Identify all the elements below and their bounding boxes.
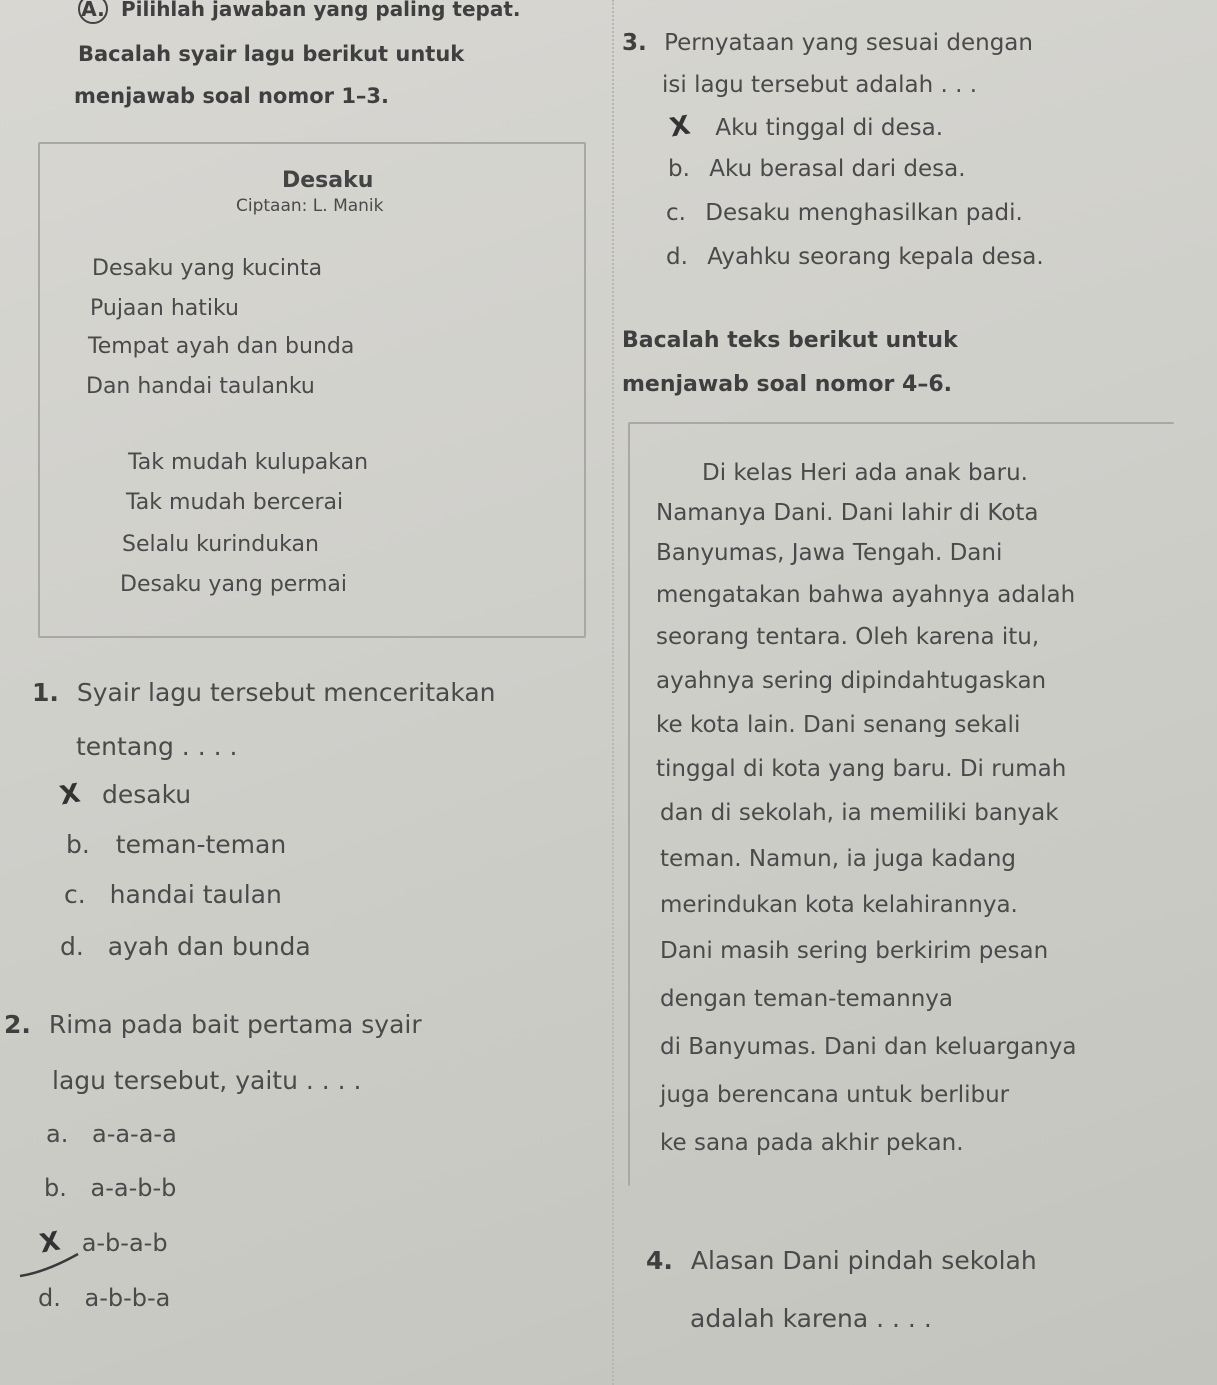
option-text: a-a-a-a [91, 1120, 177, 1148]
section-instruction: Pilihlah jawaban yang paling tepat. [120, 0, 521, 21]
passage-line: merindukan kota kelahirannya. [660, 892, 1018, 918]
q3-option-b [668, 156, 966, 182]
q4-stem [646, 1246, 1037, 1275]
q3-option-c [666, 200, 1023, 226]
option-letter: b. [44, 1174, 67, 1202]
option-letter: d. [666, 244, 688, 270]
q4-stem-line1: Alasan Dani pindah sekolah [690, 1246, 1037, 1275]
q3-stem [622, 30, 1033, 56]
passage-line: ayahnya sering dipindahtugaskan [656, 668, 1047, 694]
section-header [78, 0, 521, 24]
song-line: Tempat ayah dan bunda [88, 334, 355, 359]
q2-option-d [38, 1284, 170, 1312]
left-instruction-line2: menjawab soal nomor 1–3. [74, 84, 390, 108]
passage-line: Namanya Dani. Dani lahir di Kota [656, 500, 1039, 526]
option-text: teman-teman [115, 830, 287, 859]
q2-option-b [44, 1174, 176, 1202]
column-divider [612, 0, 614, 1385]
q1-option-c [64, 880, 282, 909]
option-text: Ayahku seorang kepala desa. [707, 244, 1044, 270]
option-letter: c. [64, 880, 86, 909]
passage-line: dengan teman-temannya [660, 986, 953, 1012]
option-text: a-b-a-b [81, 1229, 168, 1257]
option-text: a-a-b-b [90, 1174, 177, 1202]
q4-number: 4. [646, 1246, 673, 1275]
song-line: Selalu kurindukan [122, 532, 319, 557]
answer-cross-mark: X [667, 110, 693, 144]
song-line: Dan handai taulanku [86, 374, 315, 399]
option-text: Aku berasal dari desa. [709, 156, 966, 182]
answer-cross-mark: X [57, 778, 83, 812]
passage-line: ke sana pada akhir pekan. [660, 1130, 964, 1156]
option-text: handai taulan [109, 880, 282, 909]
option-text: desaku [102, 780, 192, 809]
option-letter: c. [666, 200, 686, 226]
passage-line: Banyumas, Jawa Tengah. Dani [656, 540, 1003, 566]
passage-line: Dani masih sering berkirim pesan [660, 938, 1049, 964]
option-text: Aku tinggal di desa. [715, 115, 944, 141]
q1-number: 1. [32, 678, 59, 707]
q3-stem-line2: isi lagu tersebut adalah . . . [662, 72, 978, 98]
song-title: Desaku [282, 168, 374, 193]
passage-line: dan di sekolah, ia memiliki banyak [660, 800, 1059, 826]
passage-line: di Banyumas. Dani dan keluarganya [660, 1034, 1077, 1060]
right-instruction-line1: Bacalah teks berikut untuk [622, 328, 958, 353]
q1-option-d [60, 932, 311, 961]
option-text: ayah dan bunda [107, 932, 311, 961]
q1-stem-line2: tentang . . . . [76, 732, 238, 761]
q3-number: 3. [622, 30, 647, 56]
left-instruction-line1: Bacalah syair lagu berikut untuk [78, 42, 465, 66]
q2-stem-line2: lagu tersebut, yaitu . . . . [52, 1066, 362, 1095]
right-instruction-line2: menjawab soal nomor 4–6. [622, 372, 953, 397]
q1-option-b [66, 830, 286, 859]
option-text: a-b-b-a [84, 1284, 171, 1312]
q1-stem [32, 678, 496, 707]
passage-line: ke kota lain. Dani senang sekali [656, 712, 1021, 738]
q3-option-d [666, 244, 1044, 270]
option-letter: b. [668, 156, 690, 182]
option-text: Desaku menghasilkan padi. [705, 200, 1023, 226]
q3-option-a [667, 110, 944, 144]
section-letter: A. [78, 0, 108, 24]
passage-line: teman. Namun, ia juga kadang [660, 846, 1016, 872]
song-line: Tak mudah kulupakan [128, 450, 369, 475]
q3-stem-line1: Pernyataan yang sesuai dengan [664, 30, 1033, 56]
passage-line: Di kelas Heri ada anak baru. [702, 460, 1028, 486]
passage-line: juga berencana untuk berlibur [660, 1082, 1010, 1108]
option-letter: d. [60, 932, 84, 961]
song-line: Desaku yang permai [120, 572, 348, 597]
q1-option-a [57, 778, 192, 812]
q2-number: 2. [4, 1010, 31, 1039]
passage-line: mengatakan bahwa ayahnya adalah [656, 582, 1076, 608]
passage-line: tinggal di kota yang baru. Di rumah [656, 756, 1067, 782]
option-letter: a. [46, 1120, 69, 1148]
option-letter: b. [66, 830, 90, 859]
q4-stem-line2: adalah karena . . . . [690, 1304, 932, 1333]
song-line: Pujaan hatiku [90, 296, 240, 321]
q1-stem-line1: Syair lagu tersebut menceritakan [76, 678, 496, 707]
q2-stem [4, 1010, 422, 1039]
q2-stem-line1: Rima pada bait pertama syair [48, 1010, 422, 1039]
option-letter: d. [38, 1284, 61, 1312]
answer-cross-mark: X [37, 1226, 63, 1260]
song-line: Tak mudah bercerai [126, 490, 344, 515]
song-composer: Ciptaan: L. Manik [236, 196, 384, 216]
q2-option-a [46, 1120, 177, 1148]
answer-underline-stroke [16, 1250, 86, 1280]
passage-line: seorang tentara. Oleh karena itu, [656, 624, 1040, 650]
song-line: Desaku yang kucinta [92, 256, 323, 281]
